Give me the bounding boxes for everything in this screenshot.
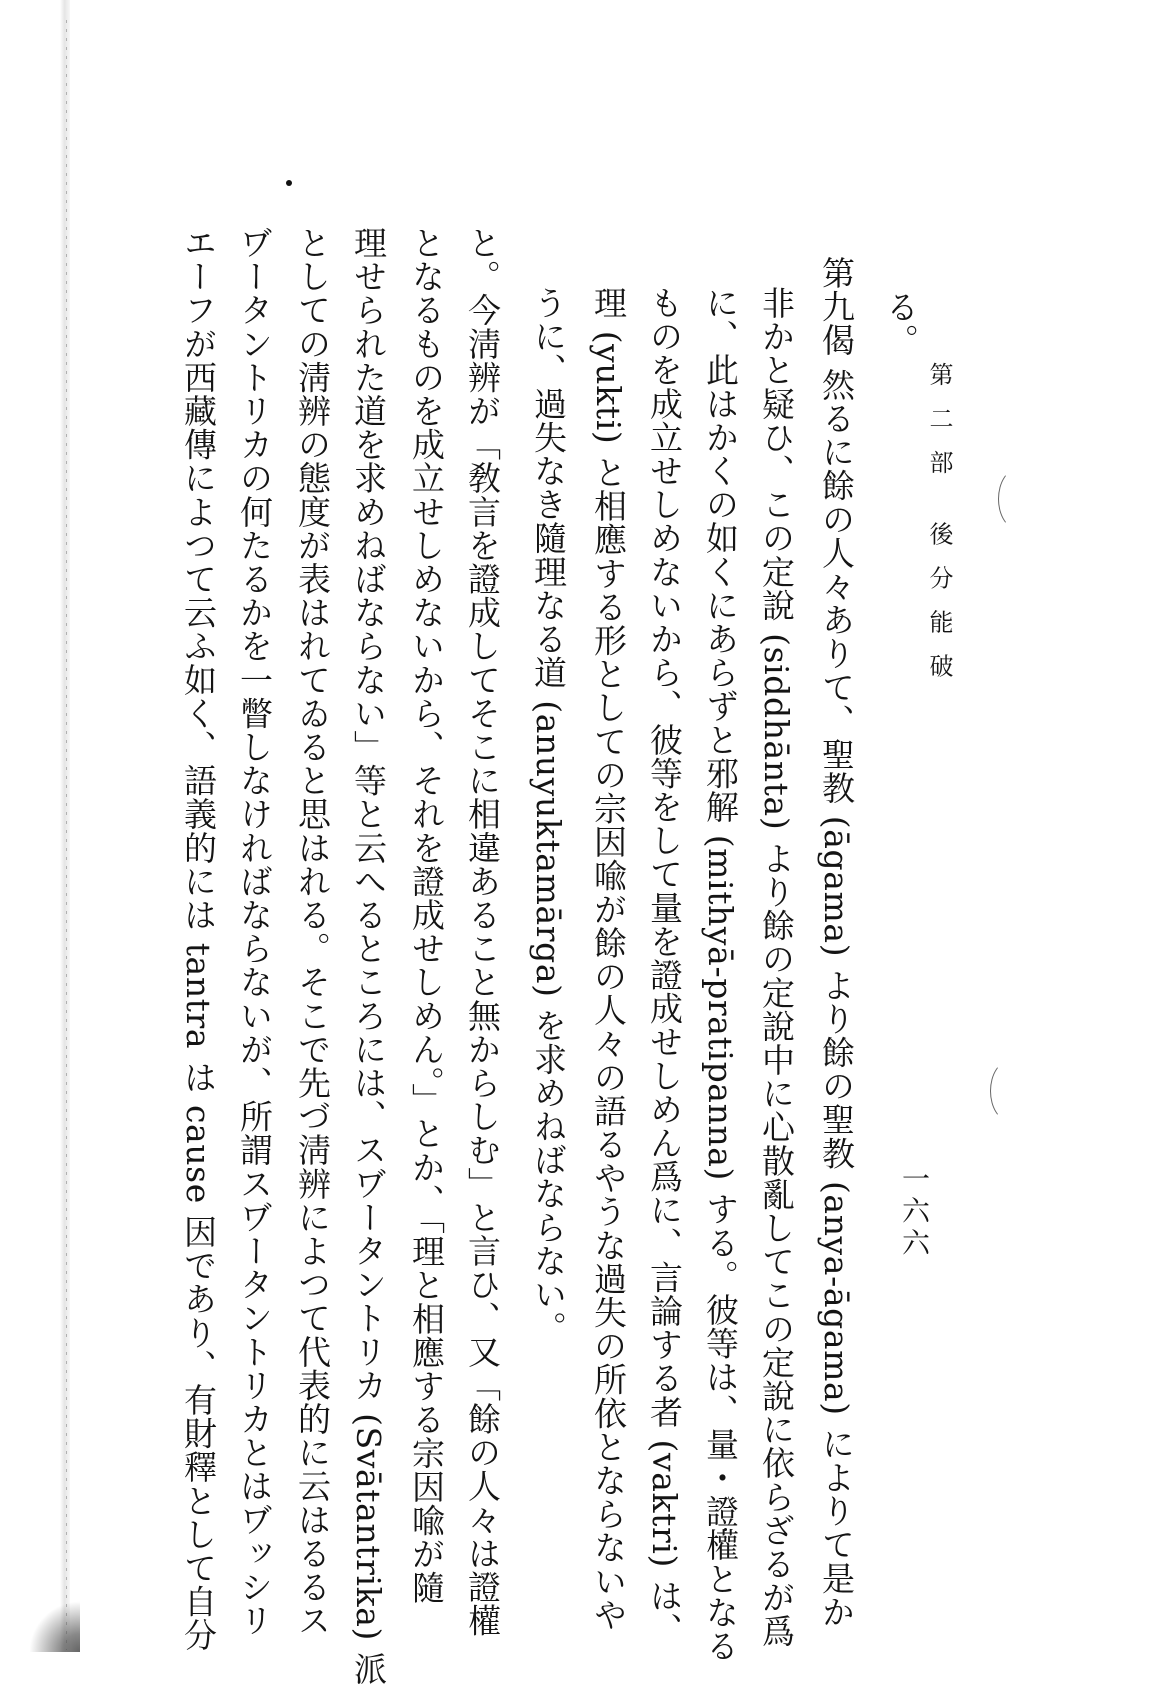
binding-shadow [60, 0, 70, 1652]
binding-corner-shadow [30, 1600, 80, 1652]
text-line: ものを成立せしめないから、彼等をして量を證成せしめん爲に、言論する者 (vaktri) は、 [645, 286, 684, 1647]
text-line: 第九偈 然るに餘の人々ありて、聖教 (āgama) より餘の聖教 (anya-āgama) によりて是か [817, 256, 856, 1629]
running-title: 第二部 後分能破 [925, 362, 953, 698]
text-line: と。今淸辨が「敎言を證成してそこに相違あること無からしむ」と言ひ、又「餘の人々は證權 [463, 226, 502, 1638]
page-mark [998, 468, 1039, 530]
text-line: 理せられた道を求めねばならない」等と云へるところには、スヷータントリカ (Svātantrika) 派 [349, 226, 388, 1686]
page-mark [990, 1060, 1031, 1122]
ink-speck [286, 180, 292, 186]
text-line: エーフが西藏傳によつて云ふ如く、語義的には tantra は cause 因であり、有財釋として自分 [179, 226, 218, 1652]
text-line: に、此はかくの如くにあらずと邪解 (mithyā-pratipanna) する。彼等は、量・證權となる [701, 286, 740, 1663]
text-line: としての淸辨の態度が表はれてゐると思はれる。そこで先づ淸辨によつて代表的に云はるるス [293, 226, 332, 1638]
text-line: となるものを成立せしめないから、それを證成せしめん。」とか、「理と相應する宗因喩が隨 [407, 226, 446, 1605]
text-line: る。 [881, 290, 920, 358]
text-line: 非かと疑ひ、この定說 (siddhānta) より餘の定說中に心散亂してこの定說に依らざるが爲 [757, 286, 796, 1648]
text-line: 理 (yukti) と相應する形としての宗因喩が餘の人々の語るやうな過失の所依とならないや [589, 286, 628, 1632]
text-line: ヷータントリカの何たるかを一瞥しなければならないが、所謂スヷータントリカとはヷッシリ [235, 226, 274, 1638]
binding-edge [66, 20, 67, 1650]
text-line: うに、過失なき隨理なる道 (anuyuktamārga) を求めねばならない。 [529, 286, 568, 1345]
page-number: 一六六 [898, 1164, 931, 1260]
